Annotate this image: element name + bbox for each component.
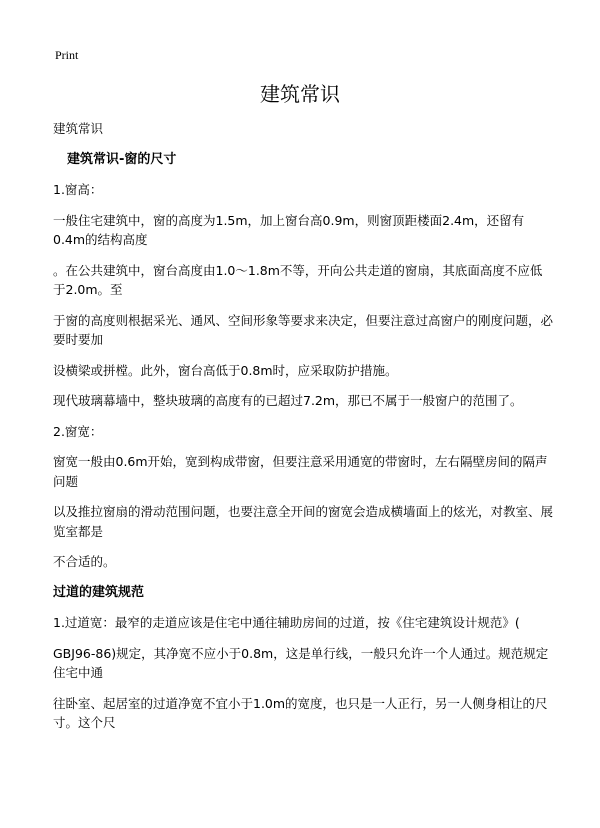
paragraph: 不合适的。 [53,554,116,569]
paragraph: 1.过道宽：最窄的走道应该是住宅中通往辅助房间的过道，按《住宅建筑设计规范》( [53,615,520,630]
article-body [53,119,553,744]
page-title: 建筑常识 [260,82,340,106]
paragraph: 2.窗宽： [53,423,103,439]
paragraph: 于窗的高度则根据采光、通风、空间形象等要求来决定，但要注意过高窗户的刚度问题，必要时要加 [53,312,554,347]
section-heading: 过道的建筑规范 [53,584,145,600]
paragraph: 设横梁或拼樘。此外，窗台高低于0.8m时，应采取防护措施。 [53,362,398,378]
paragraph: GBJ96-86)规定，其净宽不应小于0.8m，这是单行线，一般只允许一个人通过。规范规定住宅中通 [53,645,549,680]
print-link[interactable]: Print [55,48,79,62]
breadcrumb: 建筑常识 [53,121,104,136]
paragraph: 窗宽一般由0.6m开始，宽到构成带窗，但要注意采用通宽的带窗时，左右隔壁房间的隔声问题 [53,454,548,489]
paragraph: 一般住宅建筑中，窗的高度为1.5m，加上窗台高0.9m，则窗顶距楼面2.4m，还留有0.4m的结构高度 [53,212,525,247]
paragraph: 1.窗高： [53,182,103,197]
paragraph: 。在公共建筑中，窗台高度由1.0～1.8m不等，开向公共走道的窗扇，其底面高度不应低于2.0m。至 [53,262,543,297]
paragraph: 以及推拉窗扇的滑动范围问题，也要注意全开间的窗宽会造成横墙面上的炫光，对教室、展览室都是 [53,504,554,539]
article-subheading: 建筑常识-窗的尺寸 [67,151,177,167]
paragraph: 现代玻璃幕墙中，整块玻璃的高度有的已超过7.2m，那已不属于一般窗户的范围了。 [53,393,523,408]
paragraph: 往卧室、起居室的过道净宽不宜小于1.0m的宽度，也只是一人正行，另一人侧身相让的尺寸。这个尺 [53,695,548,730]
